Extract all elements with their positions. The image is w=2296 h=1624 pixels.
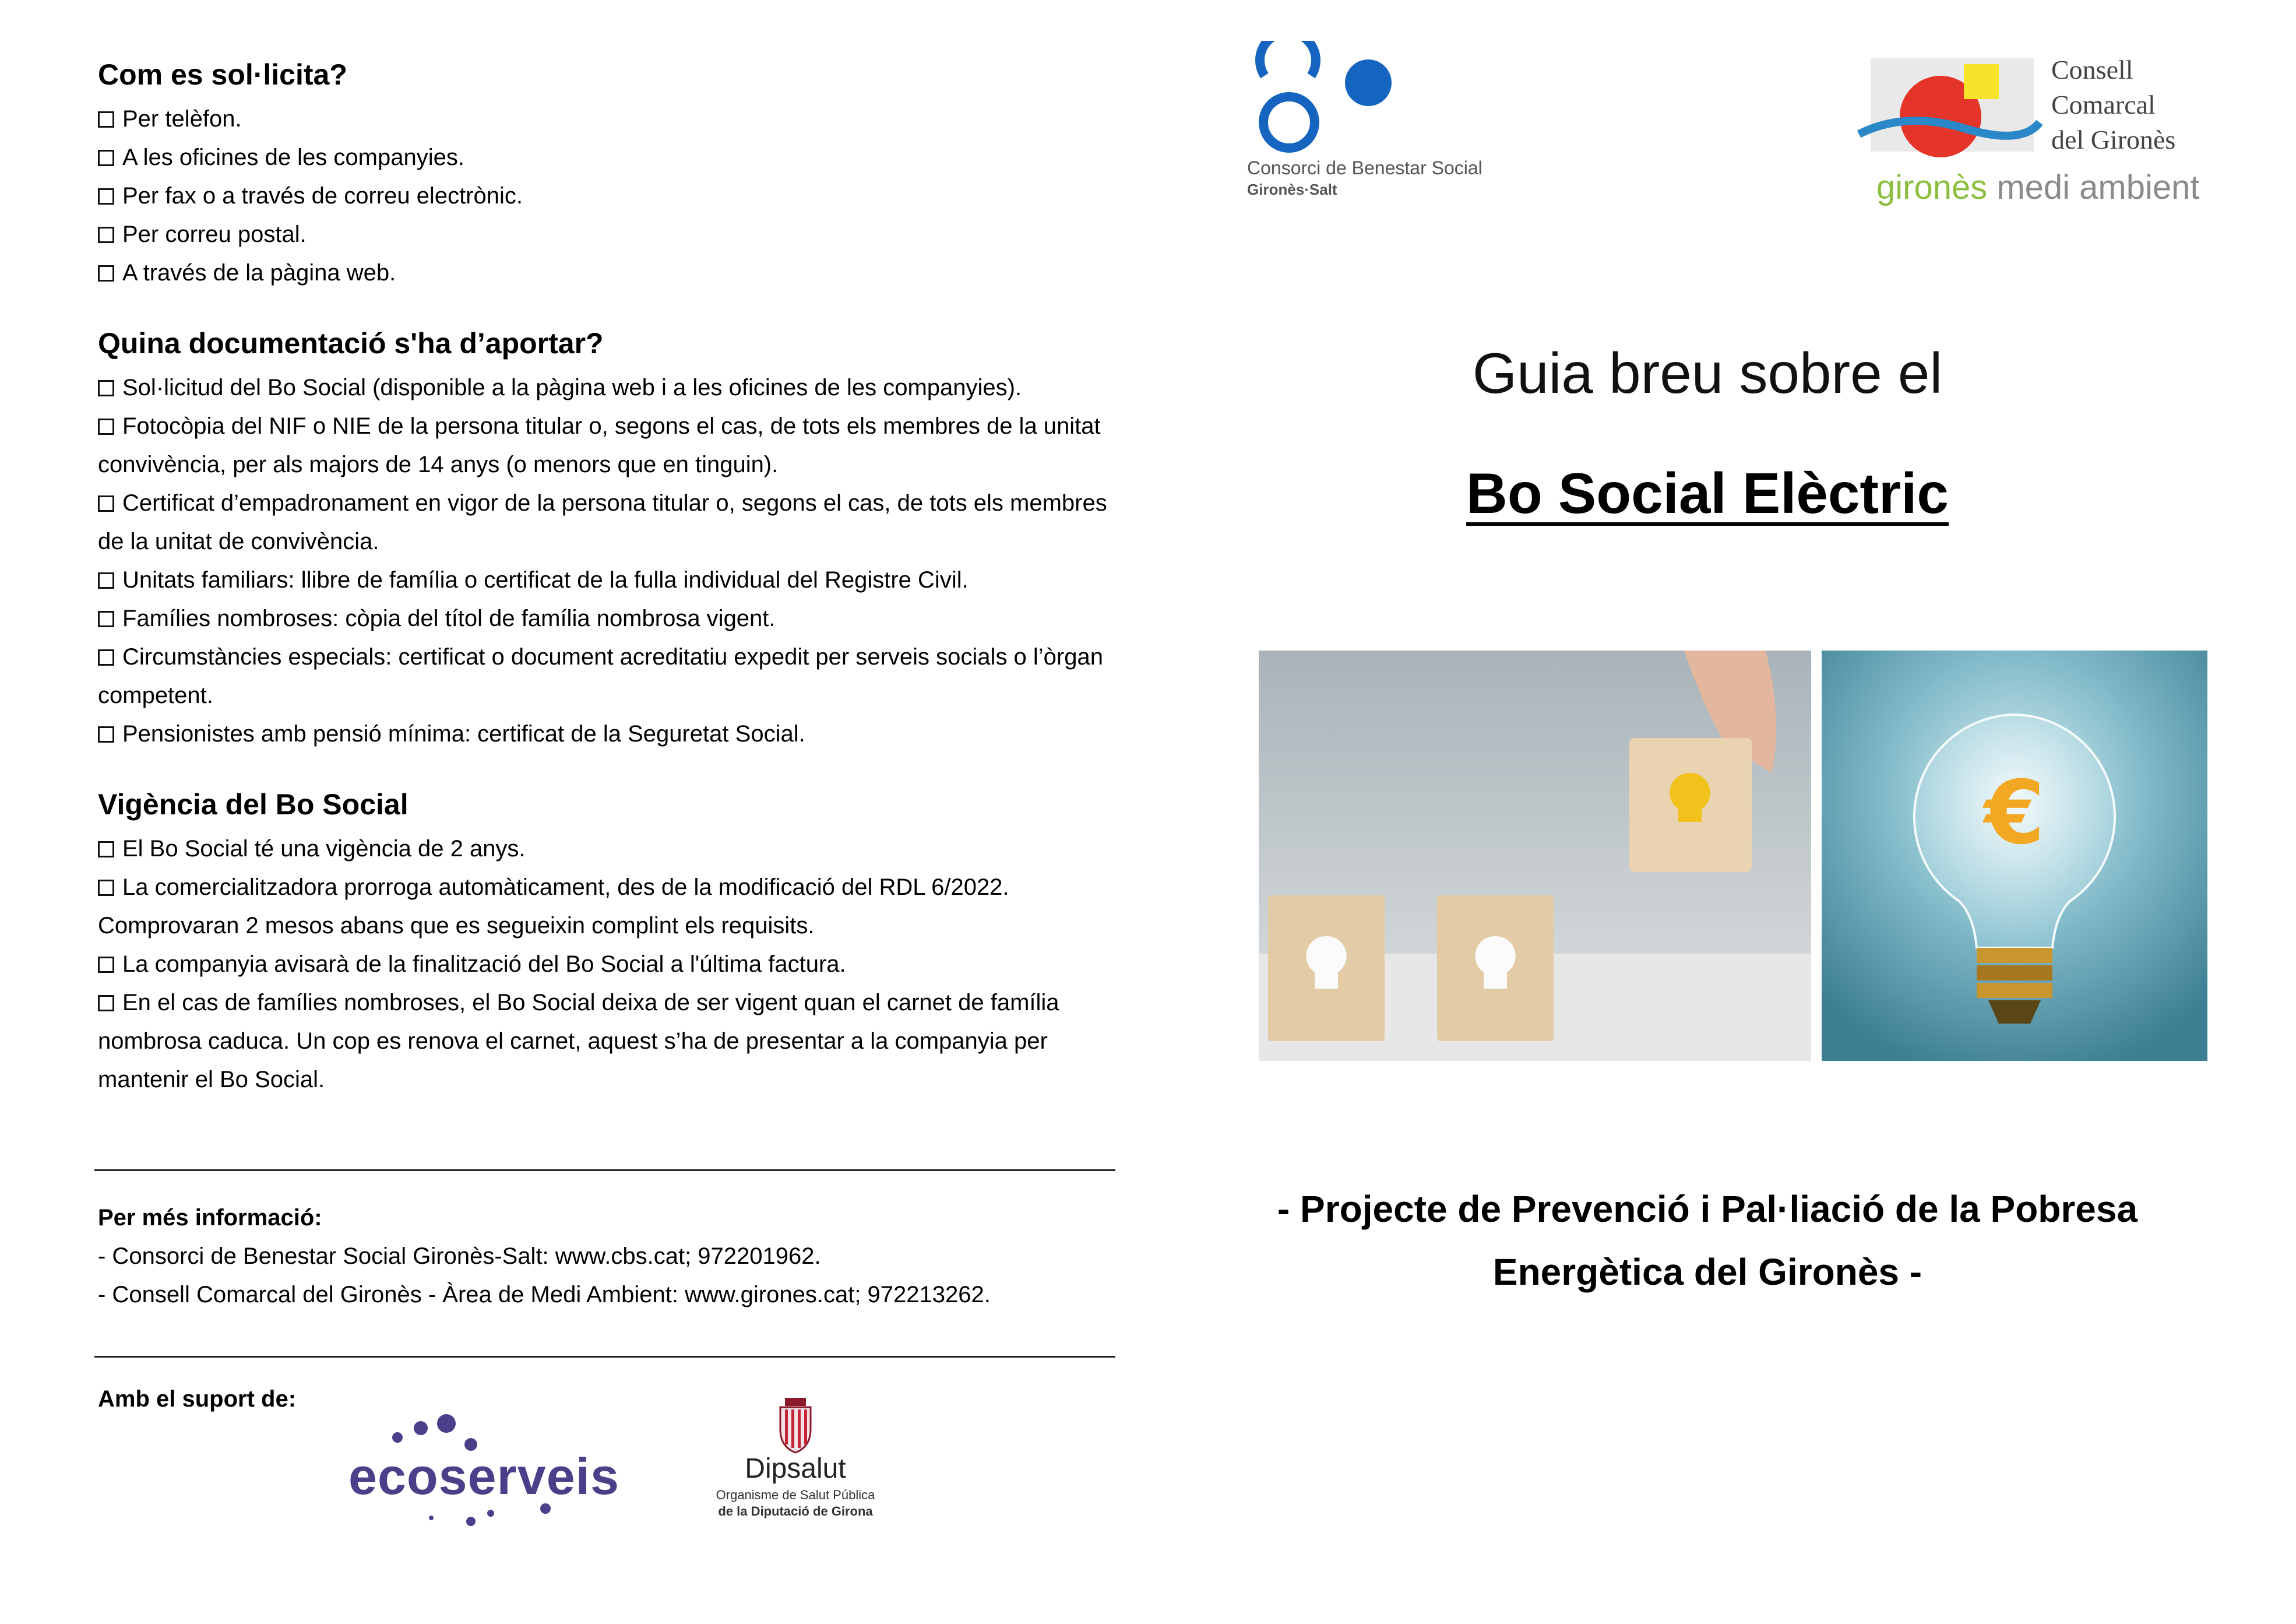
divider: [94, 1356, 1115, 1358]
consell-comarcal-logo: [1853, 52, 2203, 222]
list-item: La comercialitzadora prorroga automàticament, des de la modificació del RDL 6/2022. Comprovaran 2 mesos abans que es segueixin complint els requisits.: [98, 874, 1009, 938]
girones-medi-ambient-wordmark: gironès medi ambient: [1876, 168, 2200, 206]
checkbox-icon: [98, 227, 114, 243]
project-subtitle: [1235, 1177, 2179, 1303]
list-item: Certificat d’empadronament en vigor de la persona titular o, segons el cas, de tots els membres de la unitat de convivència.: [98, 490, 1107, 554]
more-info-line: - Consorci de Benestar Social Gironès-Salt: www.cbs.cat; 972201962.: [98, 1243, 821, 1269]
list-item: Unitats familiars: llibre de família o certificat de la fulla individual del Registre Civil.: [98, 561, 1121, 599]
section-heading: Quina documentació s'ha d’aportar?: [98, 327, 604, 360]
checkbox-icon: [98, 880, 114, 896]
list-item: A través de la pàgina web.: [98, 254, 1121, 292]
guide-title-line2: Bo Social Elèctric: [1466, 461, 1949, 525]
checkbox-icon: [98, 495, 114, 512]
checkbox-icon: [98, 726, 114, 743]
consell-comarcal-mark-icon: [1853, 52, 2045, 157]
guide-title-line1: Guia breu sobre el: [1472, 341, 1943, 405]
project-subtitle-line1: - Projecte de Prevenció i Pal·liació de la Pobresa: [1277, 1188, 2138, 1230]
checkbox-icon: [98, 188, 114, 205]
checkbox-icon: [98, 419, 114, 435]
more-info-line: - Consell Comarcal del Gironès - Àrea de Medi Ambient: www.girones.cat; 972213262.: [98, 1282, 991, 1307]
checkbox-icon: [98, 111, 114, 128]
checkbox-icon: [98, 150, 114, 166]
cbs-name: Consorci de Benestar Social: [1247, 157, 1482, 178]
section-heading: Com es sol·licita?: [98, 58, 347, 91]
coat-of-arms-icon: [772, 1397, 819, 1455]
wooden-blocks-image: [1259, 651, 1811, 1061]
checkbox-icon: [98, 265, 114, 282]
support-label: Amb el suport de:: [98, 1386, 297, 1412]
ecoserveis-logo: [344, 1411, 620, 1527]
list-item: Circumstàncies especials: certificat o document acreditatiu expedit per serveis socials o l’òrgan competent.: [98, 644, 1103, 708]
checkbox-icon: [98, 572, 114, 589]
euro-lightbulb-image: [1822, 651, 2207, 1061]
list-item: Per fax o a través de correu electrònic.: [98, 177, 1121, 215]
section-documentation: [98, 325, 1121, 753]
section-how-to-apply: [98, 56, 1121, 292]
svg-text:€: €: [1984, 762, 2045, 864]
section-validity: [98, 786, 1121, 1099]
divider: [94, 1169, 1115, 1171]
list-item: El Bo Social té una vigència de 2 anys.: [98, 829, 1121, 868]
checkbox-icon: [98, 380, 114, 396]
ecoserveis-wordmark: ecoserveis: [348, 1447, 620, 1505]
consell-comarcal-name: Consell Comarcal del Gironès: [2051, 55, 2176, 154]
checkbox-icon: [98, 649, 114, 666]
blocks-lightbulb-photo: [1259, 651, 1811, 1061]
list-item: Per correu postal.: [98, 215, 1121, 254]
cbs-mark-icon: [1247, 41, 1422, 157]
left-column: [98, 56, 1121, 1131]
list-item: Famílies nombroses: còpia del títol de família nombrosa vigent.: [98, 599, 1121, 638]
euro-lightbulb-photo: [1822, 651, 2207, 1061]
dipsalut-subtitle: Organisme de Salut Pública: [716, 1488, 875, 1502]
list-item: Sol·licitud del Bo Social (disponible a la pàgina web i a les oficines de les companyies).: [98, 368, 1121, 407]
dipsalut-logo: [699, 1397, 892, 1531]
list-item: En el cas de famílies nombroses, el Bo Social deixa de ser vigent quan el carnet de família nombrosa caduca. Un cop es renova el carnet, aquest s’ha de presentar a la companyia per mantenir el Bo Social.: [98, 990, 1059, 1092]
list-item: A les oficines de les companyies.: [98, 138, 1121, 177]
list-item: Per telèfon.: [98, 100, 1121, 138]
checkbox-icon: [98, 957, 114, 973]
cbs-logo: [1247, 41, 1515, 204]
more-info-heading: Per més informació:: [98, 1205, 322, 1231]
checkbox-icon: [98, 841, 114, 857]
checkbox-icon: [98, 611, 114, 627]
checkbox-icon: [98, 995, 114, 1011]
dipsalut-subtitle: de la Diputació de Girona: [718, 1504, 873, 1518]
list-item: La companyia avisarà de la finalització del Bo Social a l'última factura.: [98, 945, 1121, 983]
list-item: Pensionistes amb pensió mínima: certificat de la Seguretat Social.: [98, 715, 1121, 753]
cbs-subname: Gironès·Salt: [1247, 181, 1337, 198]
more-info-block: [98, 1198, 1121, 1314]
list-item: Fotocòpia del NIF o NIE de la persona titular o, segons el cas, de tots els membres de la unitat convivència, per als majors de 14 anys (o menors que en tinguin).: [98, 413, 1101, 477]
project-subtitle-line2: Energètica del Gironès -: [1492, 1251, 1922, 1293]
section-heading: Vigència del Bo Social: [98, 788, 409, 821]
dipsalut-name: Dipsalut: [745, 1453, 846, 1484]
